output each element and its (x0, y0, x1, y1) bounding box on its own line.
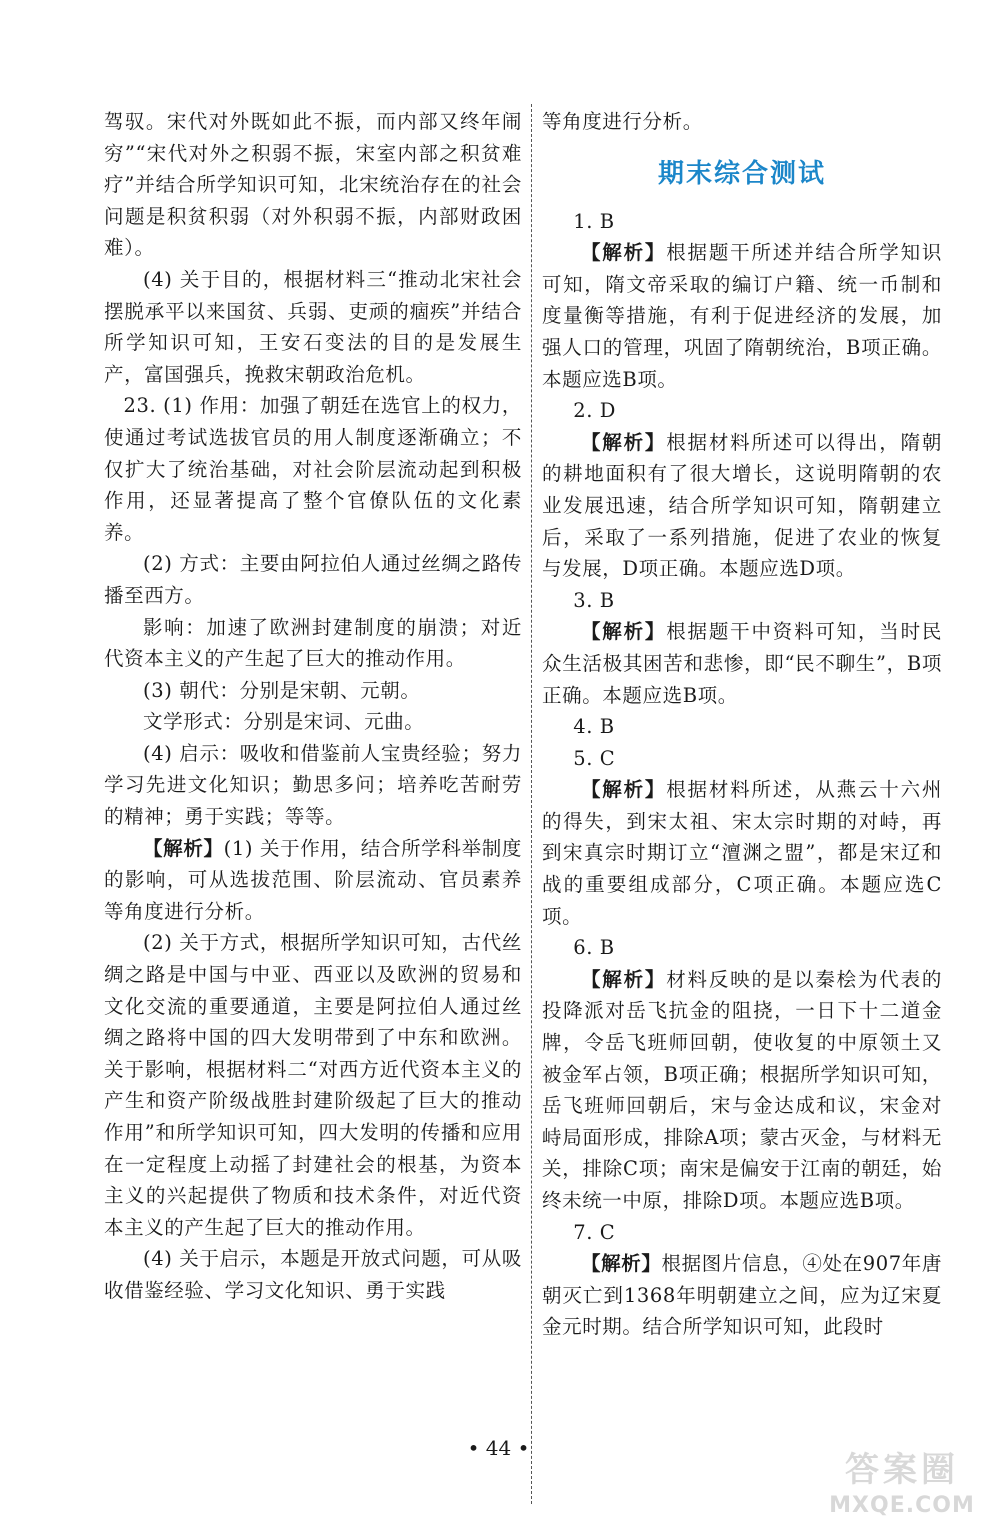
analysis-text: 根据题干所述并结合所学知识可知，隋文帝采取的编订户籍、统一币制和度量衡等措施，有利于促进经济的发展，加强人口的管理，巩固了隋朝统治，B项正确。本题应选B项。 (542, 241, 942, 391)
analysis-tag: 【解析】 (581, 430, 667, 454)
analysis-text: 材料反映的是以秦桧为代表的投降派对岳飞抗金的阻挠，一日下十二道金牌，令岳飞班师回朝，使收复的中原领土又被金军占领，B项正确；根据所学知识可知，岳飞班师回朝后，宋与金达成和议，宋金对峙局面形成，排除A项；蒙古灭金，与材料无关，排除C项；南宋是偏安于江南的朝廷，始终未统一中原，排除D项。本题应选B项。 (542, 967, 942, 1212)
answer-number: 5. C (573, 746, 616, 770)
watermark-logo (818, 1448, 986, 1530)
answer-analysis (542, 427, 942, 585)
analysis-text: 根据材料所述，从燕云十六州的得失，到宋太祖、宋太宗时期的对峙，再到宋真宗时期订立“澶渊之盟”，都是宋辽和战的重要组成部分，C项正确。本题应选C项。 (542, 778, 942, 928)
answer-number: 7. C (573, 1220, 616, 1244)
analysis-tag: 【解析】 (581, 1252, 662, 1276)
analysis-tag: 【解析】 (581, 241, 667, 265)
left-para-6: (3) 朝代：分别是宋朝、元朝。 (143, 678, 421, 702)
left-analysis (104, 833, 522, 928)
answer-analysis (542, 237, 942, 395)
analysis-tag: 【解析】 (581, 620, 667, 644)
watermark-logo-text: 答案圈 (845, 1450, 959, 1490)
right-column (542, 106, 942, 1343)
left-column (104, 106, 522, 1307)
answer-number: 2. D (573, 399, 617, 423)
section-title: 期末综合测试 (657, 158, 826, 189)
answer-number: 4. B (573, 715, 615, 739)
left-para-5: 影响：加速了欧洲封建制度的崩溃；对近代资本主义的产生起了巨大的推动作用。 (104, 615, 522, 671)
left-para-11: (4) 关于启示，本题是开放式问题，可从吸收借鉴经验、学习文化知识、勇于实践 (104, 1247, 522, 1302)
answer-analysis (542, 964, 942, 1217)
page-number: • 44 • (467, 1436, 530, 1460)
answer-analysis (542, 1248, 942, 1343)
left-analysis-text: (1) 关于作用，结合所学科举制度的影响，可从选拔范围、阶层流动、官员素养等角度进行分析。 (104, 836, 522, 923)
answer-analysis (542, 616, 942, 711)
left-para-3: 23. (1) 作用：加强了朝廷在选官上的权力，使通过考试选拔官员的用人制度逐渐确立；不仅扩大了统治基础，对社会阶层流动起到积极作用，还显著提高了整个官僚队伍的文化素养。 (104, 394, 522, 544)
analysis-tag: 【解析】 (143, 836, 224, 860)
analysis-tag: 【解析】 (581, 967, 667, 991)
left-para-10: (2) 关于方式，根据所学知识可知，古代丝绸之路是中国与中亚、西亚以及欧洲的贸易和文化交流的重要通道，主要是阿拉伯人通过丝绸之路将中国的四大发明带到了中东和欧洲。关于影响，根据材料二“对西方近代资本主义的产生和资产阶级战胜封建阶级起了巨大的推动作用”和所学知识可知，四大发明的传播和应用在一定程度上动摇了封建社会的根基，为资本主义的兴起提供了物质和技术条件，对近代资本主义的产生起了巨大的推动作用。 (104, 931, 522, 1239)
analysis-text: 根据图片信息，④处在907年唐朝灭亡到1368年明朝建立之间，应为辽宋夏金元时期。结合所学知识可知，此段时 (542, 1252, 942, 1339)
right-continuation: 等角度进行分析。 (542, 110, 703, 133)
analysis-text: 根据材料所述可以得出，隋朝的耕地面积有了很大增长，这说明隋朝的农业发展迅速，结合所学知识可知，隋朝建立后，采取了一系列措施，促进了农业的恢复与发展，D项正确。本题应选D项。 (542, 430, 942, 581)
analysis-text: 根据题干中资料可知，当时民众生活极其困苦和悲惨，即“民不聊生”，B项正确。本题应选B项。 (542, 620, 942, 707)
left-para-8: (4) 启示：吸收和借鉴前人宝贵经验；努力学习先进文化知识；勤思多问；培养吃苦耐劳的精神；勇于实践；等等。 (104, 741, 522, 829)
left-para-7: 文学形式：分别是宋词、元曲。 (143, 710, 425, 734)
left-para-2: (4) 关于目的，根据材料三“推动北宋社会摆脱承平以来国贫、兵弱、吏顽的痼疾”并结合所学知识可知，王安石变法的目的是发展生产，富国强兵，挽救宋朝政治危机。 (104, 267, 522, 386)
answer-number: 1. B (573, 209, 615, 233)
column-divider (531, 104, 532, 1504)
answer-analysis (542, 774, 942, 932)
answer-number: 6. B (573, 936, 615, 960)
left-para-1: 驾驭。宋代对外既如此不振，而内部又终年闹穷”“宋代对外之积弱不振，宋室内部之积贫难疗”并结合所学知识可知，北宋统治存在的社会问题是积贫积弱（对外积弱不振，内部财政困难）。 (104, 110, 522, 260)
analysis-tag: 【解析】 (581, 778, 667, 802)
left-para-4: (2) 方式：主要由阿拉伯人通过丝绸之路传播至西方。 (104, 552, 522, 607)
answer-number: 3. B (573, 588, 615, 612)
watermark-site-text: MXQE.COM (829, 1493, 975, 1518)
